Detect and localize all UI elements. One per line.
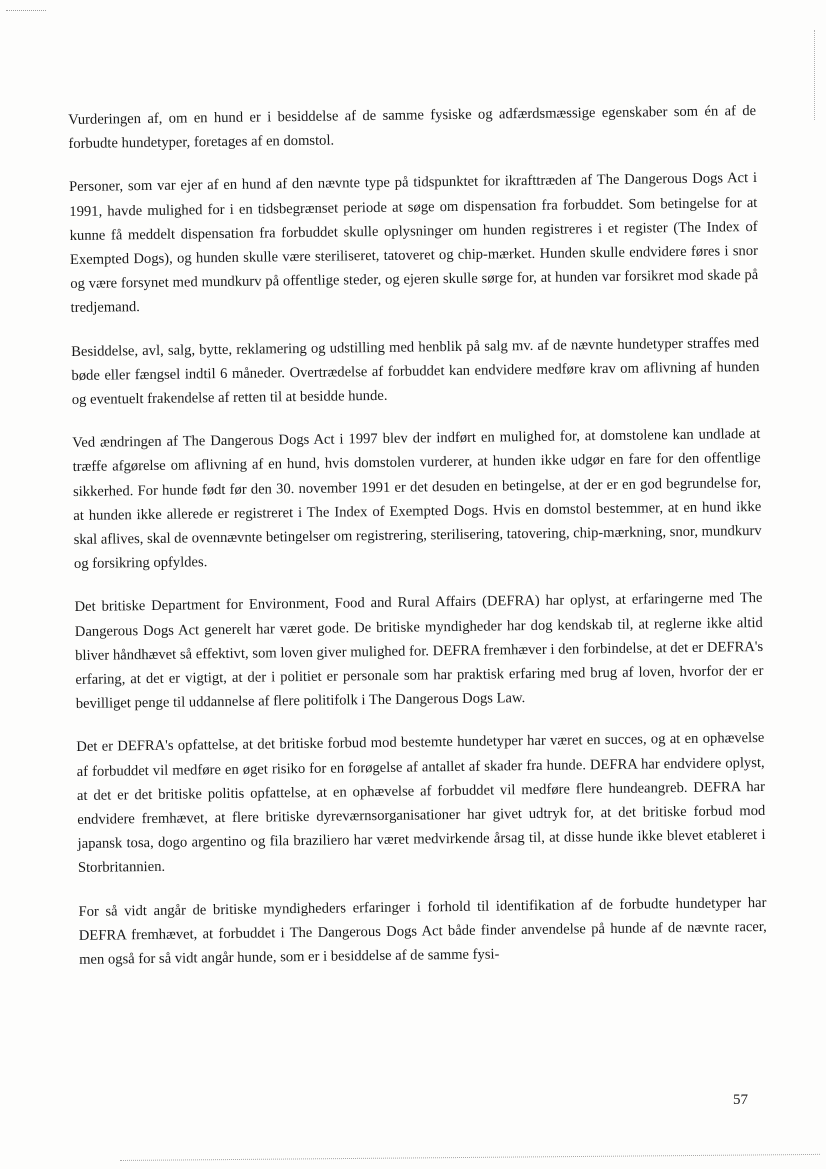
paragraph-2: Personer, som var ejer af en hund af den nævnte type på tidspunktet for ikrafttræden af The Dangerous Dogs Act i 1991, havde mulighed for i en tidsbegrænset periode at søge om dispensation fra forbuddet. Som betingelse for at kunne få meddelt dispensation fra forbuddet skulle oplysninger om hunden registreres i et register (The Index of Exempted Dogs), og hunden skulle være steriliseret, tatoveret og chip-mærket. Hunden skulle endvidere føres i snor og være forsynet med mundkurv på offentlige steder, og ejeren skulle sørge for, at hunden var forsikret mod skade på tredjemand. (68, 170, 759, 317)
scan-artifact-bottom-edge (120, 1154, 820, 1161)
paragraph-5: Det britiske Department for Environment, Food and Rural Affairs (DEFRA) har oplyst, at erfaringerne med The Dangerous Dogs Act generelt har været gode. De britiske myndigheder har dog kendskab til, at reglerne ikke altid bliver håndhævet så effektivt, som loven giver mulighed for. DEFRA fremhæver i den forbindelse, at det er DEFRA's erfaring, at det er vigtigt, at der i politiet er personale som har praktisk erfaring med brug af loven, hvorfor der er bevilliget penge til uddannelse af flere politifolk i The Dangerous Dogs Law. (74, 590, 764, 713)
scan-artifact-right-edge (814, 30, 815, 120)
page-number: 57 (733, 1092, 748, 1108)
paragraph-6: Det er DEFRA's opfattelse, at det britiske forbud mod bestemte hundetyper har været en succes, og at en ophævelse af forbuddet vil medføre en øget risiko for en forøgelse af antallet af skader fra hunde. DEFRA har endvidere oplyst, at det er det britiske politis opfattelse, at en ophævelse af forbuddet vil medføre flere hundeangreb. DEFRA har endvidere fremhævet, at flere britiske dyreværnsorganisationer har givet udtryk for, at det britiske forbud mod japansk tosa, dogo argentino og fila braziliero har været medvirkende årsag til, at disse hunde ikke blevet etableret i Storbritannien. (76, 730, 766, 877)
paragraph-7: For så vidt angår de britiske myndigheders erfaringer i forhold til identifikation af de forbudte hundetyper har DEFRA fremhævet, at forbuddet i The Dangerous Dogs Act både finder anvendelse på hunde af de nævnte racer, men også for så vidt angår hunde, som er i besiddelse af de samme fysi- (78, 894, 767, 969)
scan-artifact-top (6, 10, 46, 11)
body-text (68, 99, 768, 991)
paragraph-4: Ved ændringen af The Dangerous Dogs Act i 1997 blev der indført en mulighed for, at domstolene kan undlade at træffe afgørelse om aflivning af en hund, hvis domstolen vurderer, at hunden ikke udgør en fare for den offentlige sikkerhed. For hunde født før den 30. november 1991 er det desuden en betingelse, at der er en god begrundelse for, at hunden ikke allerede er registreret i The Index of Exempted Dogs. Hvis en domstol bestemmer, at en hund ikke skal aflives, skal de ovennævnte betingelser om registrering, sterilisering, tatovering, chip-mærkning, snor, mundkurv og forsikring opfyldes. (72, 426, 762, 573)
paragraph-3: Besiddelse, avl, salg, bytte, reklamering og udstilling med henblik på salg mv. af de nævnte hundetyper straffes med bøde eller fængsel indtil 6 måneder. Overtrædelse af forbuddet kan endvidere medføre krav om aflivning af hunden og eventuelt frakendelse af retten til at besidde hunde. (71, 334, 760, 409)
paragraph-1: Vurderingen af, om en hund er i besiddelse af de samme fysiske og adfærdsmæssige egenskaber som én af de forbudte hundetyper, foretages af en domstol. (68, 102, 757, 153)
